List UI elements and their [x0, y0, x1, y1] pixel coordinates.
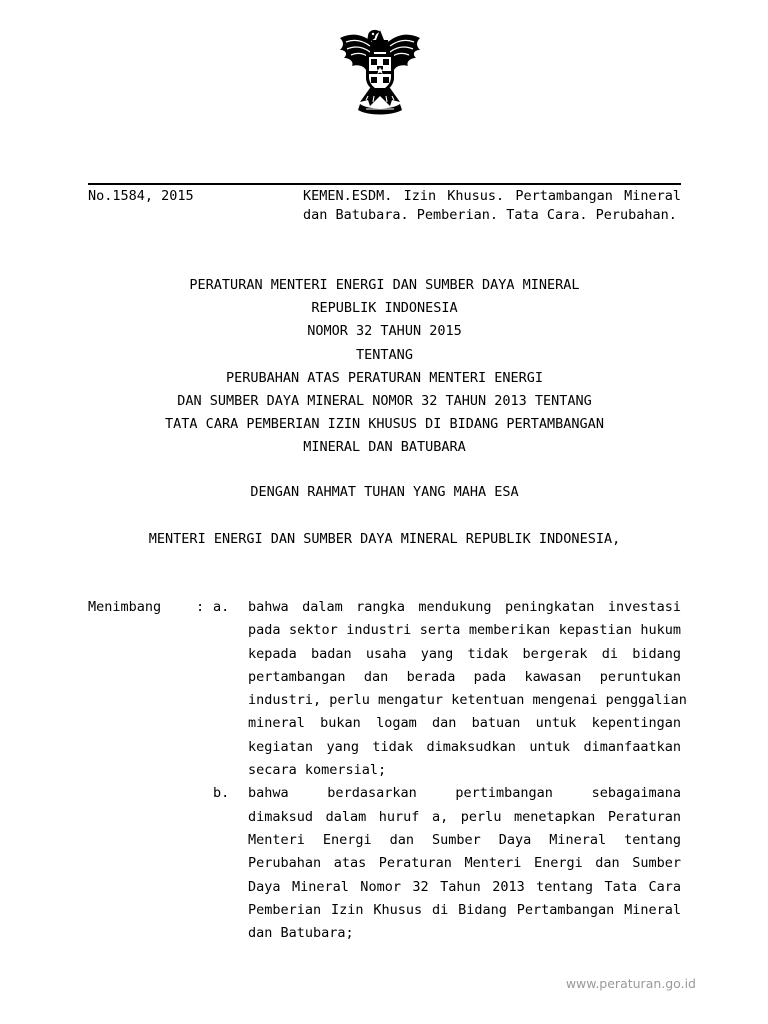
- title-line: REPUBLIK INDONESIA: [311, 300, 458, 317]
- point-line: bahwa berdasarkan pertimbangan sebagaimana: [248, 785, 681, 802]
- point-line: pada sektor industri serta memberikan kepastian hukum: [248, 622, 681, 639]
- regulation-title: [88, 274, 681, 460]
- title-line: NOMOR 32 TAHUN 2015: [307, 323, 462, 340]
- point-line: bahwa dalam rangka mendukung peningkatan investasi: [248, 599, 681, 615]
- title-line: PERATURAN MENTERI ENERGI DAN SUMBER DAYA MINERAL: [189, 277, 580, 293]
- document-number: No.1584, 2015: [88, 188, 194, 204]
- title-line: MINERAL DAN BATUBARA: [303, 439, 466, 456]
- invocation: DENGAN RAHMAT TUHAN YANG MAHA ESA: [250, 484, 519, 500]
- title-line: TATA CARA PEMBERIAN IZIN KHUSUS DI BIDANG PERTAMBANGAN: [165, 416, 604, 433]
- header-rule: [88, 183, 681, 185]
- point-line: dan Batubara;: [248, 925, 354, 942]
- authority-line: MENTERI ENERGI DAN SUMBER DAYA MINERAL REPUBLIK INDONESIA,: [148, 531, 621, 547]
- point-line: kegiatan yang tidak dimaksudkan untuk dimanfaatkan: [248, 738, 681, 755]
- point-line: mineral bukan logam dan batuan untuk kepentingan: [248, 715, 681, 732]
- considering-label: Menimbang: [88, 599, 162, 615]
- point-line: industri, perlu mengatur ketentuan mengenai penggalian: [248, 692, 687, 709]
- point-text: [248, 782, 681, 945]
- point-letter: a.: [213, 599, 230, 615]
- title-line: TENTANG: [356, 346, 413, 363]
- document-summary: KEMEN.ESDM. Izin Khusus. Pertambangan Mineral dan Batubara. Pemberian. Tata Cara. Perubahan.: [303, 188, 681, 223]
- title-line: DAN SUMBER DAYA MINERAL NOMOR 32 TAHUN 2013 TENTANG: [177, 392, 592, 409]
- point-line: Menteri Energi dan Sumber Daya Mineral tentang: [248, 831, 681, 848]
- point-letter: b.: [213, 785, 230, 802]
- point-line: dimaksud dalam huruf a, perlu menetapkan Peraturan: [248, 808, 681, 825]
- point-line: secara komersial;: [248, 762, 387, 779]
- garuda-emblem-icon: [330, 24, 430, 120]
- point-line: Pemberian Izin Khusus di Bidang Pertambangan Mineral: [248, 901, 681, 918]
- title-line: PERUBAHAN ATAS PERATURAN MENTERI ENERGI: [226, 369, 543, 386]
- point-text: [248, 596, 687, 782]
- point-line: kepada badan usaha yang tidak bergerak di bidang: [248, 645, 681, 662]
- considering-colon: :: [196, 599, 205, 615]
- footer-url: www.peraturan.go.id: [565, 976, 696, 991]
- point-line: Perubahan atas Peraturan Menteri Energi dan Sumber: [248, 855, 681, 872]
- point-line: pertambangan dan berada pada kawasan peruntukan: [248, 668, 681, 685]
- point-line: Daya Mineral Nomor 32 Tahun 2013 tentang Tata Cara: [248, 878, 681, 895]
